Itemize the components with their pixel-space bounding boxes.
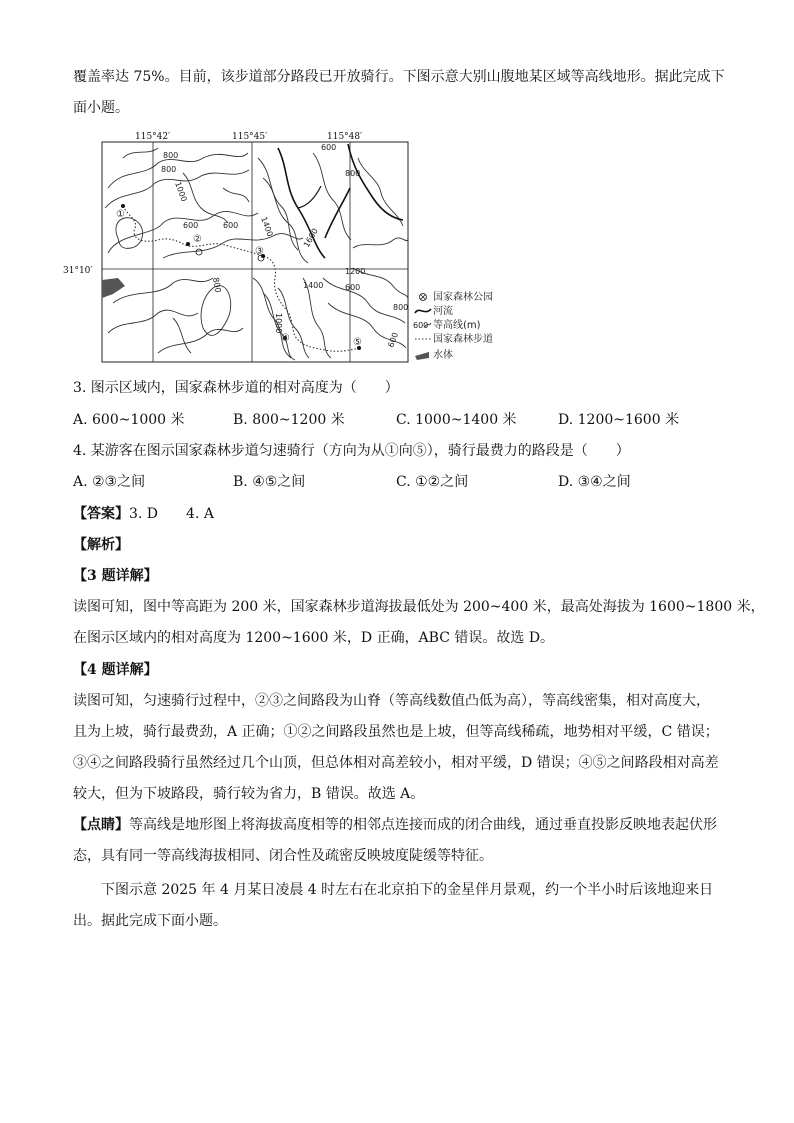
q3-detail-line-1: 读图可知，图中等高距为 200 米，国家森林步道海拔最低处为 200~400 米，最高处海拔为 1600~1800 米， [73, 599, 765, 615]
question-3-stem: 3. 图示区域内，国家森林步道的相对高度为（ ） [73, 380, 399, 396]
tip-line-1 [73, 815, 723, 835]
water-body [102, 278, 125, 298]
svg-text:1000: 1000 [173, 180, 189, 203]
legend-contour: 等高线(m) [433, 320, 481, 331]
contour-map [63, 128, 503, 368]
svg-text:1400: 1400 [259, 215, 275, 238]
question-4-option-a[interactable]: A. ②③之间 [73, 474, 146, 490]
question-3-option-d[interactable]: D. 1200~1600 米 [558, 412, 680, 428]
answer-line [73, 504, 723, 524]
legend-trail: 国家森林步道 [433, 334, 493, 345]
point-5: ⑤ [353, 337, 362, 348]
intro-line-1: 覆盖率达 75%。目前，该步道部分路段已开放骑行。下图示意大别山腹地某区域等高线地形。据此完成下 [73, 69, 725, 85]
q4-detail-line-1: 读图可知，匀速骑行过程中，②③之间路段为山脊（等高线数值凸低为高），等高线密集，相对高度大， [73, 693, 710, 709]
legend-park: 国家森林公园 [433, 292, 493, 303]
question-4-option-d[interactable]: D. ③④之间 [558, 474, 631, 490]
svg-text:600: 600 [386, 331, 401, 349]
q4-detail-line-4: 较大，但为下坡路段，骑行较为省力，B 错误。故选 A。 [73, 786, 425, 802]
question-4-option-c[interactable]: C. ①②之间 [396, 474, 469, 490]
lat-label: 31°10′ [63, 266, 93, 276]
legend-river: 河流 [433, 306, 453, 317]
tip-label: 【点睛】 [73, 817, 129, 833]
q4-detail-line-2: 且为上坡，骑行最费劲，A 正确；①②之间路段虽然也是上坡，但等高线稀疏，地势相对平缓，C 错误； [73, 724, 719, 740]
map-legend [413, 290, 493, 361]
svg-text:1200: 1200 [345, 267, 366, 276]
point-1: ① [116, 209, 125, 220]
question-3-option-a[interactable]: A. 600~1000 米 [73, 412, 185, 428]
svg-text:800: 800 [211, 276, 223, 294]
svg-text:1400: 1400 [303, 281, 324, 290]
svg-text:600: 600 [345, 283, 361, 292]
svg-text:600: 600 [183, 221, 199, 230]
analysis-label: 【解析】 [73, 537, 129, 553]
point-2: ② [193, 234, 202, 245]
tip-text-1: 等高线是地形图上将海拔高度相等的相邻点连接而成的闭合曲线，通过垂直投影反映地表起伏形 [129, 817, 717, 833]
q3-detail-label: 【3 题详解】 [73, 568, 158, 584]
next-intro-line-2: 出。据此完成下面小题。 [73, 913, 227, 929]
point-4: ④ [281, 333, 290, 344]
svg-text:1000: 1000 [274, 313, 283, 334]
answer-text: 3. D 4. A [129, 506, 214, 522]
svg-text:600: 600 [223, 221, 239, 230]
svg-text:800: 800 [345, 169, 361, 178]
svg-text:600: 600 [321, 143, 337, 152]
tip-line-2: 态，具有同一等高线海拔相同、闭合性及疏密反映坡度陡缓等特征。 [73, 848, 493, 864]
lon-label-1: 115°42′ [135, 132, 171, 142]
question-4-stem: 4. 某游客在图示国家森林步道匀速骑行（方向为从①向⑤），骑行最费力的路段是（ ） [73, 443, 630, 459]
q4-detail-label: 【4 题详解】 [73, 662, 158, 678]
next-intro-line-1: 下图示意 2025 年 4 月某日凌晨 4 时左右在北京拍下的金星伴月景观，约一个半小时后该地迎来日 [101, 882, 714, 898]
lon-label-3: 115°48′ [327, 132, 363, 142]
svg-text:600: 600 [413, 321, 429, 330]
point-3: ③ [255, 246, 264, 257]
lon-label-2: 115°45′ [232, 132, 268, 142]
legend-water: 水体 [433, 350, 453, 361]
question-3-option-c[interactable]: C. 1000~1400 米 [396, 412, 517, 428]
svg-text:1600: 1600 [301, 226, 320, 249]
intro-line-2: 面小题。 [73, 100, 129, 116]
q4-detail-line-3: ③④之间路段骑行虽然经过几个山顶，但总体相对高差较小，相对平缓，D 错误；④⑤之间路段相对高差 [73, 755, 719, 771]
svg-text:800: 800 [393, 303, 409, 312]
q3-detail-line-2: 在图示区域内的相对高度为 1200~1600 米，D 正确，ABC 错误。故选 D。 [73, 630, 555, 646]
svg-text:800: 800 [161, 165, 177, 174]
question-3-option-b[interactable]: B. 800~1200 米 [233, 412, 345, 428]
contour-labels [161, 143, 408, 349]
answer-label: 【答案】 [73, 506, 129, 522]
svg-text:800: 800 [163, 151, 179, 160]
question-4-option-b[interactable]: B. ④⑤之间 [233, 474, 306, 490]
